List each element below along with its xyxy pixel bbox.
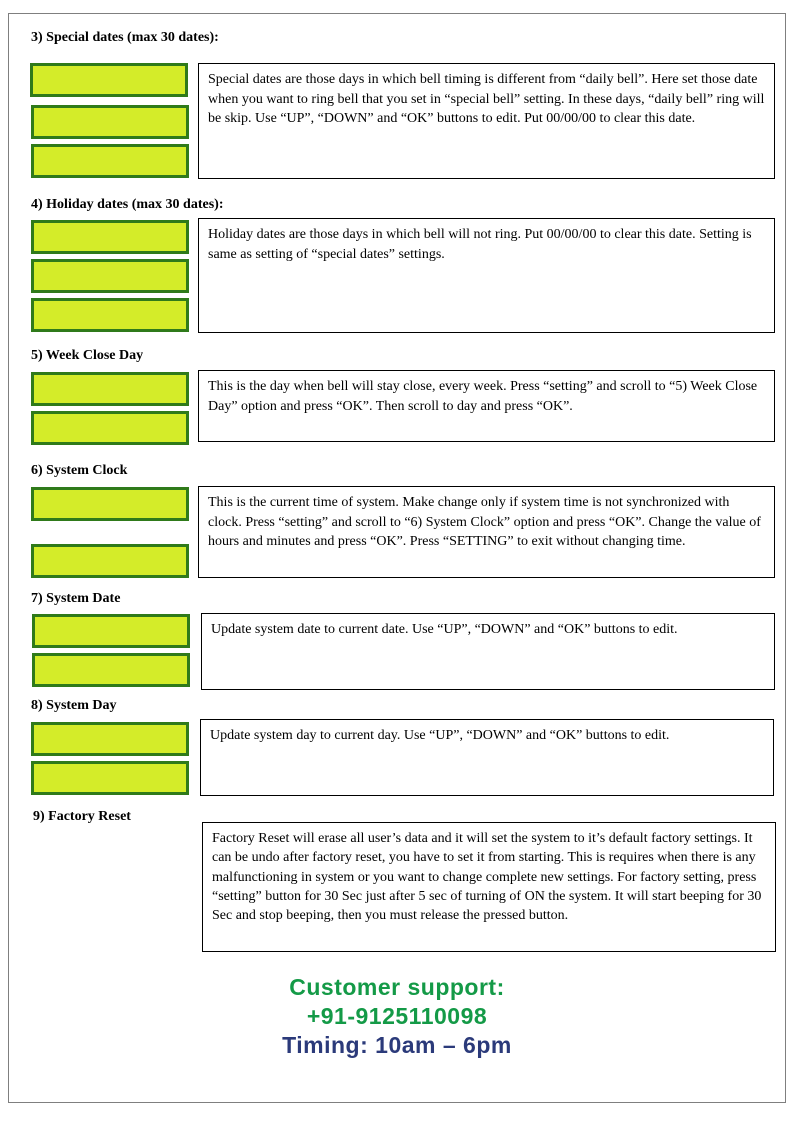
lcd-system-day-value — [31, 761, 189, 795]
customer-support-phone: +91-9125110098 — [306, 1003, 488, 1029]
section-heading-system-clock: 6) System Clock — [31, 463, 128, 478]
lcd-setting-system-day — [31, 722, 189, 756]
lcd-line — [37, 402, 183, 406]
system-date-description: Update system date to current date. Use “UP”, “DOWN” and “OK” buttons to edit. — [201, 613, 775, 690]
lcd-line — [36, 93, 182, 97]
lcd-line — [37, 328, 183, 332]
system-day-description: Update system day to current day. Use “UP”, “DOWN” and “OK” buttons to edit. — [200, 719, 774, 796]
lcd-line — [37, 574, 183, 578]
lcd-setting-week-close-day — [31, 372, 189, 406]
lcd-line — [37, 250, 183, 254]
lcd-line — [37, 752, 183, 756]
lcd-line — [37, 791, 183, 795]
lcd-system-date-value — [32, 653, 190, 687]
lcd-week-close-day-value — [31, 411, 189, 445]
special-dates-description: Special dates are those days in which bell timing is different from “daily bell”. Here set those date when you want to ring bell that you set in “special bell” setting. In these days, “daily bell” ring will be skip. Use “UP”, “DOWN” and “OK” buttons to edit. Put 00/00/00 to clear this date. — [198, 63, 775, 179]
factory-reset-description: Factory Reset will erase all user’s data and it will set the system to it’s default factory settings. It can be undo after factory reset, you have to set it from starting. This is requires when there is any malfunctioning in system or you want to change complete new settings. For factory setting, press “setting” button for 30 Sec just after 5 sec of turning of ON the system. It will start beeping for 30 Sec and stop beeping, then you must release the pressed button. — [202, 822, 776, 952]
section-heading-system-day: 8) System Day — [31, 698, 117, 713]
lcd-system-clock-value — [31, 544, 189, 578]
lcd-line — [37, 441, 183, 445]
lcd-line — [38, 683, 184, 687]
lcd-line — [37, 517, 183, 521]
section-heading-week-close-day: 5) Week Close Day — [31, 348, 144, 363]
holiday-dates-description: Holiday dates are those days in which bell will not ring. Put 00/00/00 to clear this date. Setting is same as setting of “special dates” settings. — [198, 218, 775, 333]
customer-support-title: Customer support: — [289, 974, 505, 1000]
lcd-line — [38, 644, 184, 648]
lcd-setting-system-clock — [31, 487, 189, 521]
section-heading-holiday-dates: 4) Holiday dates (max 30 dates): — [31, 197, 224, 212]
section-heading-special-dates: 3) Special dates (max 30 dates): — [31, 30, 219, 45]
lcd-setting-system-date — [32, 614, 190, 648]
system-clock-description: This is the current time of system. Make change only if system time is not synchronized with clock. Press “setting” and scroll to “6) System Clock” option and press “OK”. Change the value of hours and minutes and press “OK”. Press “SETTING” to exit without changing time. — [198, 486, 775, 578]
section-heading-system-date: 7) System Date — [31, 591, 121, 606]
customer-support-timing: Timing: 10am – 6pm — [282, 1032, 512, 1058]
lcd-setting-special-dates — [30, 63, 188, 97]
lcd-special-date-2 — [31, 144, 189, 178]
lcd-setting-holiday-dates — [31, 220, 189, 254]
lcd-holiday-date-1 — [31, 259, 189, 293]
lcd-line — [37, 289, 183, 293]
lcd-line — [37, 135, 183, 139]
lcd-line — [37, 174, 183, 178]
lcd-holiday-date-2 — [31, 298, 189, 332]
section-heading-factory-reset: 9) Factory Reset — [33, 809, 131, 824]
lcd-special-date-1 — [31, 105, 189, 139]
week-close-day-description: This is the day when bell will stay close, every week. Press “setting” and scroll to “5) Week Close Day” option and press “OK”. Then scroll to day and press “OK”. — [198, 370, 775, 442]
